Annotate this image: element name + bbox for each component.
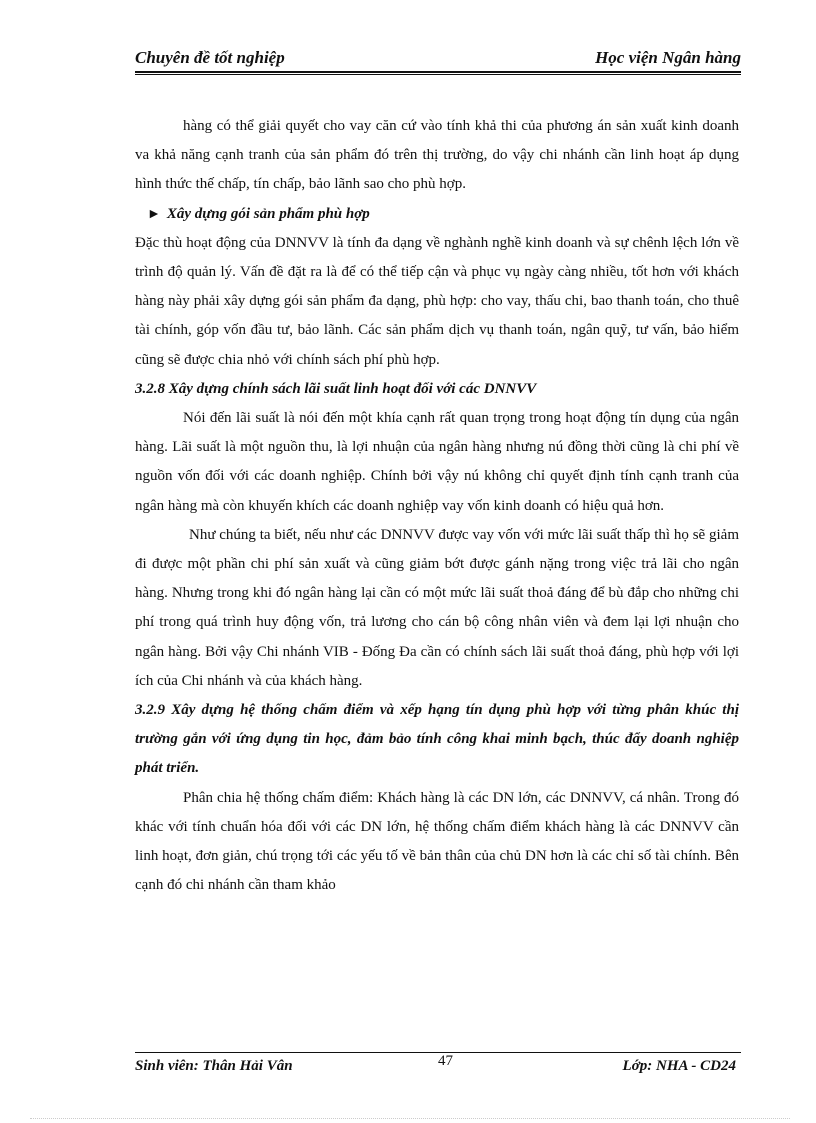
paragraph: Phân chia hệ thống chấm điểm: Khách hàng là các DN lớn, các DNNVV, cá nhân. Trong đó khác với tính chuẩn hóa đối với các DN lớn, hệ thống chấm điểm khách hàng là các DNNVV cần linh hoạt, đơn giản, chú trọng tới các yếu tố về bản thân của chủ DN hơn là các chỉ số tài chính. Bên cạnh đó chi nhánh cần tham khảo [135,789,739,894]
page-edge-divider [30,1118,790,1119]
paragraph: Đặc thù hoạt động của DNNVV là tính đa dạng về nghành nghề kinh doanh và sự chênh lệch lớn về trình độ quản lý. Vấn đề đặt ra là để có thể tiếp cận và phục vụ ngày càng nhiều, tốt hơn với khách hàng này phải xây dựng gói sản phẩm đa dạng, phù hợp: cho vay, thấu chi, bao thanh toán, cho thuê tài chính, góp vốn đầu tư, bảo lãnh. Các sản phẩm dịch vụ thanh toán, ngân quỹ, tư vấn, bảo hiểm cũng sẽ được chia nhỏ với chính sách phí phù hợp. [135,234,739,368]
header-title-right: Học viện Ngân hàng [595,48,741,67]
section-heading: 3.2.9 Xây dựng hệ thống chấm điểm và xếp hạng tín dụng phù hợp với từng phân khúc thị trường gắn với ứng dụng tin học, đảm bảo tính công khai minh bạch, thúc đẩy doanh nghiệp phát triển. [135,702,739,777]
bullet-heading [135,200,739,229]
footer-student: Sinh viên: Thân Hải Vân [135,1058,293,1074]
paragraph: Như chúng ta biết, nếu như các DNNVV được vay vốn với mức lãi suất thấp thì họ sẽ giảm đi được một phần chi phí sản xuất và cũng giảm bớt được gánh nặng trong việc trả lãi cho ngân hàng. Nhưng trong khi đó ngân hàng lại cần có một mức lãi suất thoả đáng để bù đắp cho những chi phí trong quá trình huy động vốn, trả lương cho cán bộ công nhân viên và đem lại lợi nhuận cho ngân hàng. Bởi vậy Chi nhánh VIB - Đống Đa cần có chính sách lãi suất thoả đáng, phù hợp với lợi ích của Chi nhánh và của khách hàng. [135,526,739,689]
document-body [135,112,739,900]
page-number: 47 [438,1053,453,1069]
header-rule [135,71,741,73]
header-rule-thin [135,74,741,75]
section-heading: 3.2.8 Xây dựng chính sách lãi suất linh hoạt đối với các DNNVV [135,380,537,397]
page-header [135,48,741,72]
bullet-heading-text: Xây dựng gói sản phẩm phù hợp [166,205,370,222]
header-title-left: Chuyên đề tốt nghiệp [135,48,285,67]
paragraph: hàng có thể giải quyết cho vay căn cứ vào tính khả thi của phương án sản xuất kinh doanh va khả năng cạnh tranh của sản phẩm đó trên thị trường, do vậy chi nhánh cần linh hoạt áp dụng hình thức thế chấp, tín chấp, bảo lãnh sao cho phù hợp. [135,118,739,193]
paragraph: Nói đến lãi suất là nói đến một khía cạnh rất quan trọng trong hoạt động tín dụng của ngân hàng. Lãi suất là một nguồn thu, là lợi nhuận của ngân hàng nhưng nú đồng thời cũng là chi phí về nguồn vốn đối với các doanh nghiệp. Chính bởi vậy nú không chỉ quyết định tính cạnh tranh của ngân hàng mà còn khuyến khích các doanh nghiệp vay vốn kinh doanh có hiệu quả hơn. [135,410,739,514]
footer-class: Lớp: NHA - CD24 [622,1058,736,1074]
triangle-bullet-icon: ► [147,206,161,222]
